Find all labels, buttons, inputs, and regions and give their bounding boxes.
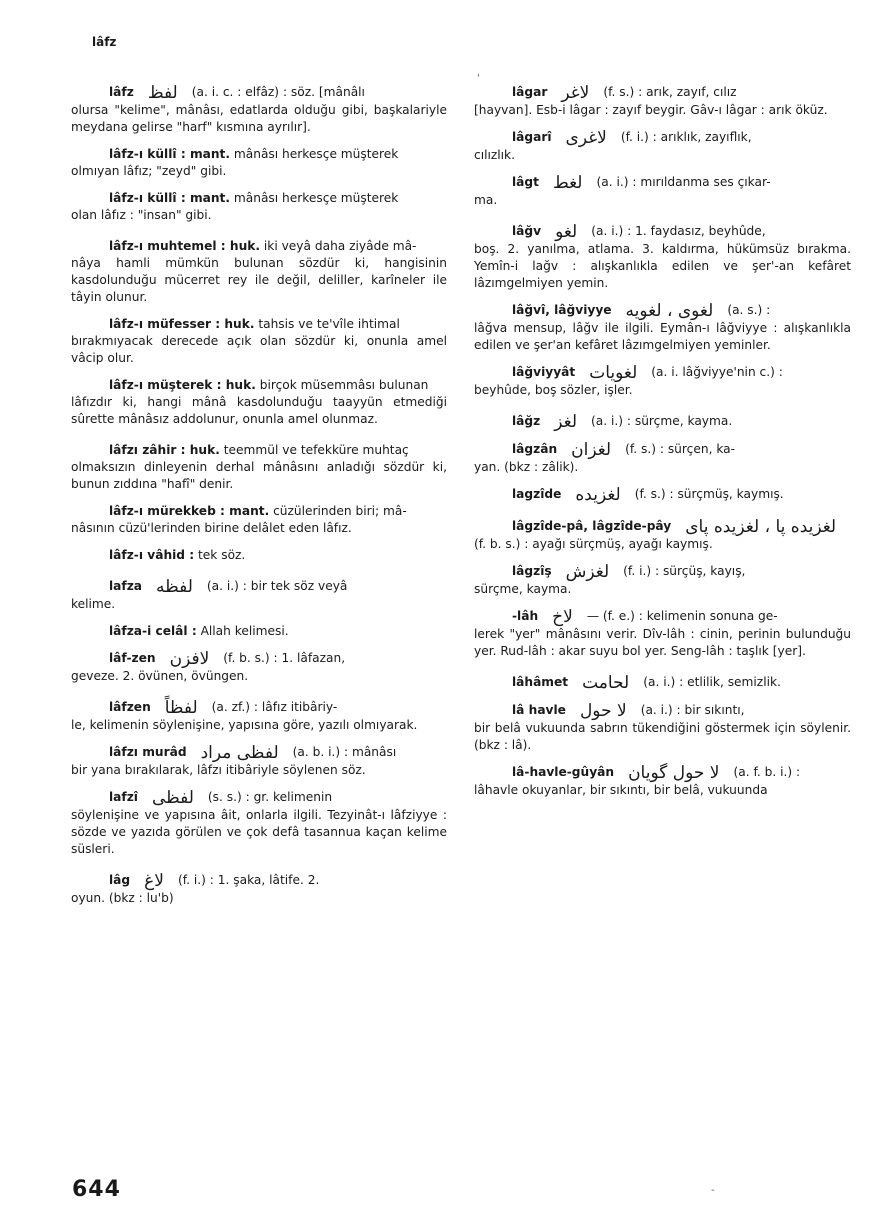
definition-start: iki veyâ daha ziyâde mâ- (263, 239, 417, 253)
entry-first-line (71, 578, 447, 596)
entry-first-line (474, 84, 851, 102)
entry-first-line (474, 486, 851, 504)
definition-start: (f. s.) : sürçen, ka- (625, 442, 736, 456)
headword: lâfza-i celâl : (109, 624, 197, 638)
headword: lâf-zen (109, 651, 156, 665)
headword: lafzî (109, 790, 138, 804)
dictionary-entry (474, 608, 851, 660)
definition-start: mânâsı herkesçe müşterek (233, 147, 399, 161)
dictionary-entry (71, 377, 447, 428)
definition-start: Allah kelimesi. (200, 624, 289, 638)
arabic-script: لاغر (561, 83, 590, 103)
headword: lâğvî, lâğviyye (512, 303, 612, 317)
entry-first-line (71, 377, 447, 394)
dictionary-entry (71, 744, 447, 779)
arabic-script: لا حول گویان (628, 763, 720, 783)
arabic-script: لغزیده (575, 485, 621, 505)
dictionary-entry (71, 503, 447, 537)
definition-continuation: bir yana bırakılarak, lâfzı itibâriyle söylenen söz. (71, 763, 366, 777)
arabic-script: لغزش (565, 562, 610, 582)
definition-start: (a. s.) : (727, 303, 771, 317)
headword: lâğz (512, 414, 541, 428)
headword: lâfz-ı muhtemel : huk. (109, 239, 261, 253)
definition-continuation: olmaksızın dinleyenin derhal mânâsını anladığı sözdür ki, bunun zıddına "hafî" denir. (71, 460, 447, 491)
entry-first-line (474, 364, 851, 382)
entry-first-line (71, 84, 447, 102)
entry-first-line (71, 872, 447, 890)
dictionary-entry (71, 789, 447, 858)
headword: lâ havle (512, 703, 566, 717)
entry-first-line (71, 442, 447, 459)
arabic-script: لفظی مراد (200, 743, 279, 763)
definition-start: tahsis ve te'vîle ihtimal (258, 317, 400, 331)
arabic-script: لاخ (552, 607, 573, 627)
arabic-script: لحامت (582, 673, 630, 693)
headword: lâfzı zâhir : huk. (109, 443, 220, 457)
headword: lâgarî (512, 130, 552, 144)
dictionary-entry (474, 486, 851, 504)
entry-first-line (474, 764, 851, 782)
dictionary-entry (71, 547, 447, 564)
definition-continuation: ma. (474, 193, 498, 207)
definition-continuation: oyun. (bkz : lu'b) (71, 891, 174, 905)
page-number: 644 (72, 1177, 121, 1202)
entry-first-line (71, 789, 447, 807)
definition-start: (f. i.) : 1. şaka, lâtife. 2. (177, 873, 320, 887)
definition-continuation: yan. (bkz : zâlik). (474, 460, 579, 474)
definition-start: (a. i. c. : elfâz) : söz. [mânâlı (191, 85, 365, 99)
definition-start: (f. s.) : sürçmüş, kaymış. (634, 487, 784, 501)
arabic-script: لفظ (147, 83, 178, 103)
scan-mark: - (711, 1185, 715, 1196)
headword: lâ-havle-gûyân (512, 765, 615, 779)
definition-continuation: geveze. 2. övünen, övüngen. (71, 669, 249, 683)
headword: lâfzı murâd (109, 745, 187, 759)
dictionary-entry (474, 129, 851, 164)
right-column (474, 84, 851, 805)
left-column (71, 84, 447, 913)
arabic-script: لا حول (579, 701, 627, 721)
dictionary-entry (474, 441, 851, 476)
entry-first-line (474, 302, 851, 320)
entry-first-line (474, 174, 851, 192)
headword: lâğv (512, 224, 542, 238)
definition-start: birçok müsemmâsı bulunan (259, 378, 429, 392)
arabic-script: لغزیده پا ، لغزیده پای (685, 517, 837, 537)
headword: lâfz-ı küllî : mant. (109, 191, 231, 205)
definition-start: (a. i. lâğviyye'nin c.) : (651, 365, 783, 379)
headword: lafza (109, 579, 143, 593)
headword: lâg (109, 873, 131, 887)
dictionary-entry (474, 702, 851, 754)
arabic-script: لفظه (156, 577, 193, 597)
definition-continuation: lâfızdır ki, hangi mânâ kasdolunduğu taayyün etmediği sûrette mânâsız addolunur, onunla amel olunmaz. (71, 395, 447, 426)
dictionary-entry (474, 84, 851, 119)
dictionary-entry (71, 190, 447, 224)
dictionary-entry (474, 518, 851, 553)
dictionary-entry (474, 563, 851, 598)
headword: lagzîde (512, 487, 562, 501)
scan-mark: ' (477, 73, 480, 84)
entry-first-line (474, 413, 851, 431)
dictionary-entry (474, 223, 851, 292)
dictionary-entry (474, 302, 851, 354)
arabic-script: لغز (554, 412, 577, 432)
dictionary-entry (474, 674, 851, 692)
definition-continuation: olmıyan lâfız; "zeyd" gibi. (71, 164, 227, 178)
entry-first-line (474, 702, 851, 720)
arabic-script: لغوی ، لغویه (625, 301, 714, 321)
entry-first-line (474, 674, 851, 692)
definition-start: — (f. e.) : kelimenin sonuna ge- (586, 609, 778, 623)
entry-first-line (71, 744, 447, 762)
running-header: lâfz (92, 35, 117, 49)
headword: lâgar (512, 85, 548, 99)
dictionary-entry (71, 442, 447, 493)
entry-first-line (71, 503, 447, 520)
entry-first-line (474, 441, 851, 459)
definition-continuation: [hayvan]. Esb-i lâgar : zayıf beygir. Gâv-ı lâgar : arık öküz. (474, 103, 828, 117)
entry-first-line (71, 699, 447, 717)
dictionary-entry (474, 413, 851, 431)
definition-start: (f. i.) : sürçüş, kayış, (623, 564, 746, 578)
entry-first-line (474, 223, 851, 241)
definition-start: (s. s.) : gr. kelimenin (207, 790, 333, 804)
entry-first-line (71, 146, 447, 163)
entry-first-line (71, 190, 447, 207)
definition-continuation: (f. b. s.) : ayağı sürçmüş, ayağı kaymış. (474, 537, 713, 551)
definition-start: (f. i.) : arıklık, zayıflık, (620, 130, 752, 144)
entry-first-line (474, 518, 851, 536)
dictionary-entry (71, 84, 447, 136)
dictionary-entry (474, 364, 851, 399)
entry-first-line (71, 623, 447, 640)
definition-continuation: nâya hamli mümkün bulunan sözdür ki, hangisinin kasdolunduğu mücerret rey ile değil, deliller, karîneler ile tâyin olunur. (71, 256, 447, 304)
definition-continuation: olan lâfız : "insan" gibi. (71, 208, 212, 222)
arabic-script: لفظاً (164, 698, 198, 718)
definition-continuation: cılızlık. (474, 148, 515, 162)
definition-continuation: le, kelimenin söylenişine, yapısına göre, yazılı olmıyarak. (71, 718, 418, 732)
definition-continuation: söylenişine ve yapısına âit, onlarla ilgili. Tezyinât-ı lâfziyye : sözde ve yazıda görülen ve çok defâ tasannua kaçan kelime süsleri. (71, 808, 447, 856)
dictionary-entry (474, 764, 851, 799)
arabic-script: لاغری (565, 128, 607, 148)
headword: lâhâmet (512, 675, 569, 689)
dictionary-entry (71, 578, 447, 613)
definition-continuation: lâğva mensup, lâğv ile ilgili. Eymân-ı lâğviyye : alışkanlıkla edilen ve şer'an kefâret lâzımgelmiyen yeminler. (474, 321, 851, 352)
headword: lâfz-ı müfesser : huk. (109, 317, 255, 331)
headword: lâfzen (109, 700, 151, 714)
definition-start: cüzülerinden biri; mâ- (273, 504, 407, 518)
dictionary-entry (71, 316, 447, 367)
definition-start: teemmül ve tefekküre muhtaç (223, 443, 409, 457)
definition-continuation: lâhavle okuyanlar, bir sıkıntı, bir belâ, vukuunda (474, 783, 768, 797)
arabic-script: لغویات (589, 363, 638, 383)
dictionary-entry (71, 238, 447, 306)
arabic-script: لفظی (151, 788, 194, 808)
definition-continuation: bırakmıyacak derecede açık olan sözdür ki, onunla amel vâcip olur. (71, 334, 447, 365)
definition-start: (f. s.) : arık, zayıf, cılız (603, 85, 737, 99)
headword: lâgzîde-pâ, lâgzîde-pây (512, 519, 672, 533)
dictionary-entry (71, 872, 447, 907)
headword: lâfz-ı vâhid : (109, 548, 195, 562)
definition-start: (a. i.) : sürçme, kayma. (591, 414, 733, 428)
definition-start: (a. b. i.) : mânâsı (292, 745, 397, 759)
arabic-script: لغط (552, 173, 583, 193)
headword: lâfz (109, 85, 134, 99)
arabic-script: لافزن (169, 649, 210, 669)
entry-first-line (71, 238, 447, 255)
dictionary-entry (71, 699, 447, 734)
definition-continuation: sürçme, kayma. (474, 582, 572, 596)
entry-first-line (71, 650, 447, 668)
headword: -lâh (512, 609, 539, 623)
entry-first-line (474, 608, 851, 626)
entry-first-line (71, 316, 447, 333)
definition-continuation: lerek "yer" mânâsını verir. Dîv-lâh : cinin, perinin bulunduğu yer. Rud-lâh : akar suyu bol yer. Seng-lâh : taşlık [yer]. (474, 627, 851, 658)
dictionary-entry (71, 650, 447, 685)
headword: lâfz-ı müşterek : huk. (109, 378, 256, 392)
entry-first-line (474, 563, 851, 581)
definition-continuation: beyhûde, boş sözler, işler. (474, 383, 633, 397)
definition-continuation: bir belâ vukuunda sabrın tükendiğini göstermek için söylenir. (bkz : lâ). (474, 721, 851, 752)
arabic-script: لاغ (144, 871, 164, 891)
definition-start: (a. i.) : bir tek söz veyâ (206, 579, 348, 593)
definition-start: (a. i.) : bir sıkıntı, (640, 703, 745, 717)
headword: lâgzân (512, 442, 558, 456)
definition-continuation: nâsının cüzü'lerinden birine delâlet eden lâfız. (71, 521, 352, 535)
dictionary-entry (71, 146, 447, 180)
definition-start: tek söz. (198, 548, 246, 562)
definition-start: (a. i.) : etlilik, semizlik. (643, 675, 781, 689)
arabic-script: لغزان (571, 440, 612, 460)
definition-continuation: boş. 2. yanılma, atlama. 3. kaldırma, hükümsüz bırakma. Yemîn-i lağv : alışkanlıkla edilen ve şer'-an kefâret lâzımgelmiyen yemin. (474, 242, 851, 290)
headword: lâfz-ı küllî : mant. (109, 147, 231, 161)
headword: lâfz-ı mürekkeb : mant. (109, 504, 270, 518)
definition-start: (f. b. s.) : 1. lâfazan, (223, 651, 346, 665)
definition-start: (a. zf.) : lâfız itibâriy- (211, 700, 338, 714)
headword: lâgzîş (512, 564, 552, 578)
definition-continuation: olursa "kelime", mânâsı, edatlarda olduğu gibi, başkalariyle meydana gelirse "harf" kısmına ayrılır]. (71, 103, 447, 134)
entry-first-line (71, 547, 447, 564)
headword: lâğviyyât (512, 365, 576, 379)
definition-start: (a. i.) : mırıldanma ses çıkar- (596, 175, 771, 189)
dictionary-entry (71, 623, 447, 640)
definition-start: (a. i.) : 1. faydasız, beyhûde, (591, 224, 766, 238)
headword: lâgt (512, 175, 539, 189)
dictionary-entry (474, 174, 851, 209)
entry-first-line (474, 129, 851, 147)
definition-start: (a. f. b. i.) : (733, 765, 801, 779)
arabic-script: لغو (555, 222, 578, 242)
definition-continuation: kelime. (71, 597, 116, 611)
definition-start: mânâsı herkesçe müşterek (233, 191, 399, 205)
